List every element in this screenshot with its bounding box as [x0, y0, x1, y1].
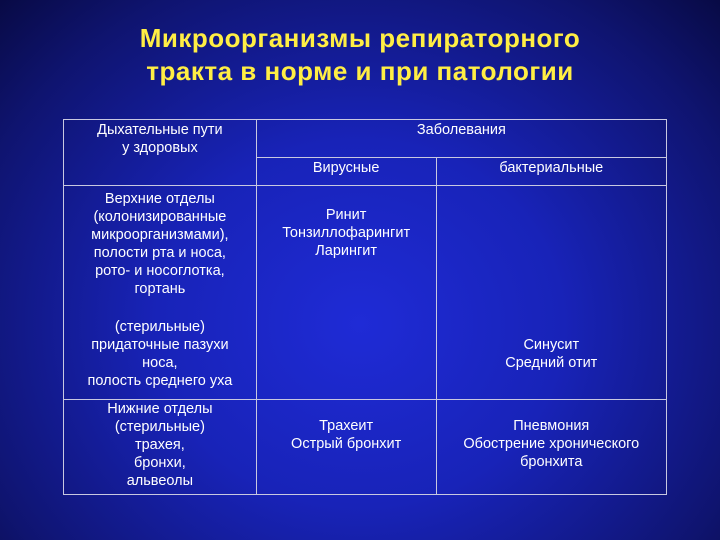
lower-airways-cell: Нижние отделы (стерильные) трахея, бронхи, альвеолы	[64, 400, 257, 495]
lower-bacterial-cell: Пневмония Обострение хронического бронхита	[436, 400, 666, 495]
sinus-airways-cell: (стерильные) придаточные пазухи носа, полость среднего уха	[64, 318, 257, 400]
header-bacterial: бактериальные	[436, 158, 666, 186]
lower-viral-cell: Трахеит Острый бронхит	[256, 400, 436, 495]
upper-airways-cell: Верхние отделы (колонизированные микроорганизмами), полости рта и носа, рото- и носоглотка, гортань	[64, 186, 257, 318]
title-line-2: тракта в норме и при патологии	[146, 56, 574, 86]
sinus-bacterial-cell: Синусит Средний отит	[436, 318, 666, 400]
header-viral: Вирусные	[256, 158, 436, 186]
upper-viral-cell: Ринит Тонзиллофарингит Ларингит	[256, 186, 436, 318]
microorganisms-table	[63, 119, 667, 495]
header-diseases: Заболевания	[256, 120, 666, 158]
title-line-1: Микроорганизмы репираторного	[139, 23, 581, 53]
upper-bacterial-cell	[436, 186, 666, 318]
sinus-viral-cell	[256, 318, 436, 400]
slide-title	[0, 22, 720, 88]
header-airways: Дыхательные пути у здоровых	[64, 120, 257, 186]
